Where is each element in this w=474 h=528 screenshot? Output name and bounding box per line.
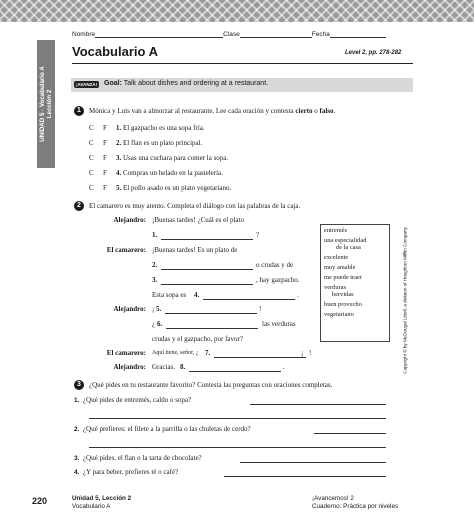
section-1-instructions xyxy=(89,107,335,115)
question-1 xyxy=(74,396,191,404)
tf-item-1 xyxy=(89,124,205,132)
question-4 xyxy=(74,468,178,476)
blank-8-number: 8. xyxy=(180,363,186,371)
footer-workbook: Cuaderno: Práctica por niveles xyxy=(312,503,399,510)
blank-6[interactable] xyxy=(166,328,258,329)
word-option: de la casa xyxy=(336,244,361,251)
answer-line-4[interactable] xyxy=(224,476,386,477)
word-option: excelente xyxy=(324,254,349,261)
f-option[interactable]: F xyxy=(103,184,107,192)
answer-line-1a[interactable] xyxy=(250,404,386,405)
dialogue-excl-open-8: ¡ xyxy=(301,349,304,357)
word-option: entremés xyxy=(324,227,348,234)
page-number: 220 xyxy=(32,496,48,506)
answer-line-1b[interactable] xyxy=(89,418,386,419)
c-option[interactable]: C xyxy=(89,139,94,147)
blank-1[interactable] xyxy=(161,239,253,240)
sidebar-unit: UNIDAD 5 · Vocabulario A xyxy=(39,66,46,142)
item-number: 5. xyxy=(116,184,122,192)
blank-5-number: 5. xyxy=(156,305,162,313)
word-box xyxy=(320,224,390,342)
tf-item-5 xyxy=(89,184,231,192)
o-word: o xyxy=(312,107,320,115)
question-3 xyxy=(74,454,202,462)
blank-8[interactable] xyxy=(189,371,281,372)
section-2-number: 2 xyxy=(74,201,84,211)
word-option: muy amable xyxy=(324,264,356,271)
title-divider xyxy=(72,63,413,64)
goal-description: Talk about dishes and ordering at a restaurant. xyxy=(123,80,269,87)
blank-5[interactable] xyxy=(165,313,257,314)
blank-3-number: 3. xyxy=(152,276,158,284)
dialogue-line-4: Esta sopa es xyxy=(152,291,187,299)
c-option[interactable]: C xyxy=(89,184,94,192)
c-option[interactable]: C xyxy=(89,124,94,132)
item-number: 2. xyxy=(116,139,122,147)
footer-unit-lesson: Unidad 5, Lección 2 xyxy=(72,495,132,502)
item-number: 1. xyxy=(116,124,122,132)
nombre-label: Nombre xyxy=(72,31,96,38)
question-number: 3. xyxy=(74,455,80,462)
blank-4-number: 4. xyxy=(194,291,200,299)
section-1-number: 1 xyxy=(74,106,84,116)
f-option[interactable]: F xyxy=(103,124,107,132)
question-2 xyxy=(74,425,251,433)
section-1-instructions-text: Mónica y Luis van a almorzar al restaurante. Lee cada oración y contesta xyxy=(89,107,296,115)
item-number: 4. xyxy=(116,169,122,177)
f-option[interactable]: F xyxy=(103,169,107,177)
speaker-camarero: El camarero: xyxy=(106,349,146,357)
dialogue-line-9: Gracias. xyxy=(152,363,176,371)
item-text: El pollo asado es un plato vegetariano. xyxy=(123,184,232,192)
section-3-number: 3 xyxy=(74,380,84,390)
falso-word: falso xyxy=(319,107,334,115)
footer-book-title: ¡Avancemos! 2 xyxy=(312,495,354,502)
f-option[interactable]: F xyxy=(103,154,107,162)
word-option: vegetariano xyxy=(324,311,354,318)
footer-vocabulario: Vocabulario A xyxy=(72,503,111,510)
blank-7-number: 7. xyxy=(205,349,211,357)
dialogue-line-1: ¡Buenas tardes! ¿Cuál es el plato xyxy=(152,216,244,224)
question-text: ¿Y para beber, prefieres té o café? xyxy=(82,468,179,476)
c-option[interactable]: C xyxy=(89,154,94,162)
clase-label: Clase xyxy=(223,31,240,38)
dialogue-text-6b: las verduras xyxy=(262,320,296,328)
blank-3[interactable] xyxy=(161,284,253,285)
item-text: El gazpacho es una sopa fría. xyxy=(123,124,205,132)
answer-line-2b[interactable] xyxy=(89,447,386,448)
section-2-instructions: El camarero es muy atento. Completa el diálogo con las palabras de la caja. xyxy=(89,202,301,210)
word-option: me puede traer xyxy=(324,274,362,281)
dialogue-line-2: ¡Buenas tardes! Es un plato de xyxy=(152,246,238,254)
copyright-notice: Copyright © by McDougal Littell, a division of Houghton Mifflin Company. xyxy=(402,226,408,374)
item-number: 3. xyxy=(116,154,122,162)
period: . xyxy=(333,107,336,115)
goal-box xyxy=(71,78,413,92)
question-text: ¿Qué prefieres: el filete a la parrilla o las chuletas de cerdo? xyxy=(82,425,251,433)
clase-line[interactable] xyxy=(240,30,312,38)
dialogue-text-8a: Aquí tiene, señor, ¿ xyxy=(152,350,199,356)
cierto-word: cierto xyxy=(295,107,313,115)
tf-item-4 xyxy=(89,169,223,177)
question-text: ¿Qué pides, el flan o la tarta de chocolate? xyxy=(82,454,202,462)
word-option: hervidas xyxy=(332,291,354,298)
question-text: ¿Qué pides de entremés, caldo o sopa? xyxy=(82,396,192,404)
unit-sidebar-tab xyxy=(37,40,55,168)
question-number: 1. xyxy=(74,397,80,404)
dialogue-q-open: ¿ xyxy=(152,320,156,328)
avanza-badge: ¡AVANZA! xyxy=(76,82,98,87)
item-text: El flan es un plato principal. xyxy=(123,139,203,147)
level-reference: Level 2, pp. 278-282 xyxy=(345,50,402,56)
f-option[interactable]: F xyxy=(103,139,107,147)
speaker-alejandro: Alejandro: xyxy=(113,363,146,371)
answer-line-2a[interactable] xyxy=(314,433,386,434)
dialogue-excl-close: ! xyxy=(259,305,262,313)
tf-item-3 xyxy=(89,154,228,162)
decorative-header-pattern xyxy=(0,0,474,22)
dialogue-period: . xyxy=(297,291,299,299)
question-mark: ? xyxy=(256,231,260,239)
word-option: verduras xyxy=(324,284,347,291)
fecha-label: Fecha xyxy=(311,31,330,38)
page-title: Vocabulario A xyxy=(72,44,158,59)
blank-1-number: 1. xyxy=(152,231,158,239)
fecha-line[interactable] xyxy=(330,30,386,38)
goal-text xyxy=(104,80,268,87)
speaker-camarero: El camarero: xyxy=(106,246,146,254)
item-text: Usas una cuchara para comer la sopa. xyxy=(123,154,229,162)
c-option[interactable]: C xyxy=(89,169,94,177)
speaker-alejandro: Alejandro: xyxy=(113,305,146,313)
dialogue-excl-open: ¡ xyxy=(152,305,155,313)
word-option: buen provecho xyxy=(324,301,362,308)
speaker-alejandro: Alejandro: xyxy=(113,216,146,224)
dialogue-period-9: . xyxy=(283,363,285,371)
nombre-line[interactable] xyxy=(95,30,223,38)
goal-label: Goal: xyxy=(104,80,122,87)
blank-2-number: 2. xyxy=(152,261,158,269)
blank-4[interactable] xyxy=(203,299,295,300)
tf-item-2 xyxy=(89,139,202,147)
question-number: 4. xyxy=(74,469,80,476)
answer-line-3[interactable] xyxy=(240,462,386,463)
dialogue-text-3b: , hay gazpacho. xyxy=(256,276,300,284)
dialogue-excl-close-8: ! xyxy=(309,349,312,357)
sidebar-lesson: Lección 2 xyxy=(46,89,53,119)
blank-6-number: 6. xyxy=(157,320,163,328)
name-class-date-header xyxy=(72,30,386,38)
item-text: Compras un helado en la pastelería. xyxy=(123,169,223,177)
blank-2[interactable] xyxy=(161,269,253,270)
blank-7[interactable] xyxy=(214,357,306,358)
dialogue-text-2b: o crudas y de xyxy=(256,261,294,269)
word-option: una especialidad xyxy=(324,237,367,244)
question-number: 2. xyxy=(74,426,80,433)
dialogue-line-7: crudas y el gazpacho, por favor? xyxy=(152,335,243,343)
section-3-instructions: ¿Qué pides en tu restaurante favorito? Contesta las preguntas con oraciones completas. xyxy=(89,381,333,389)
